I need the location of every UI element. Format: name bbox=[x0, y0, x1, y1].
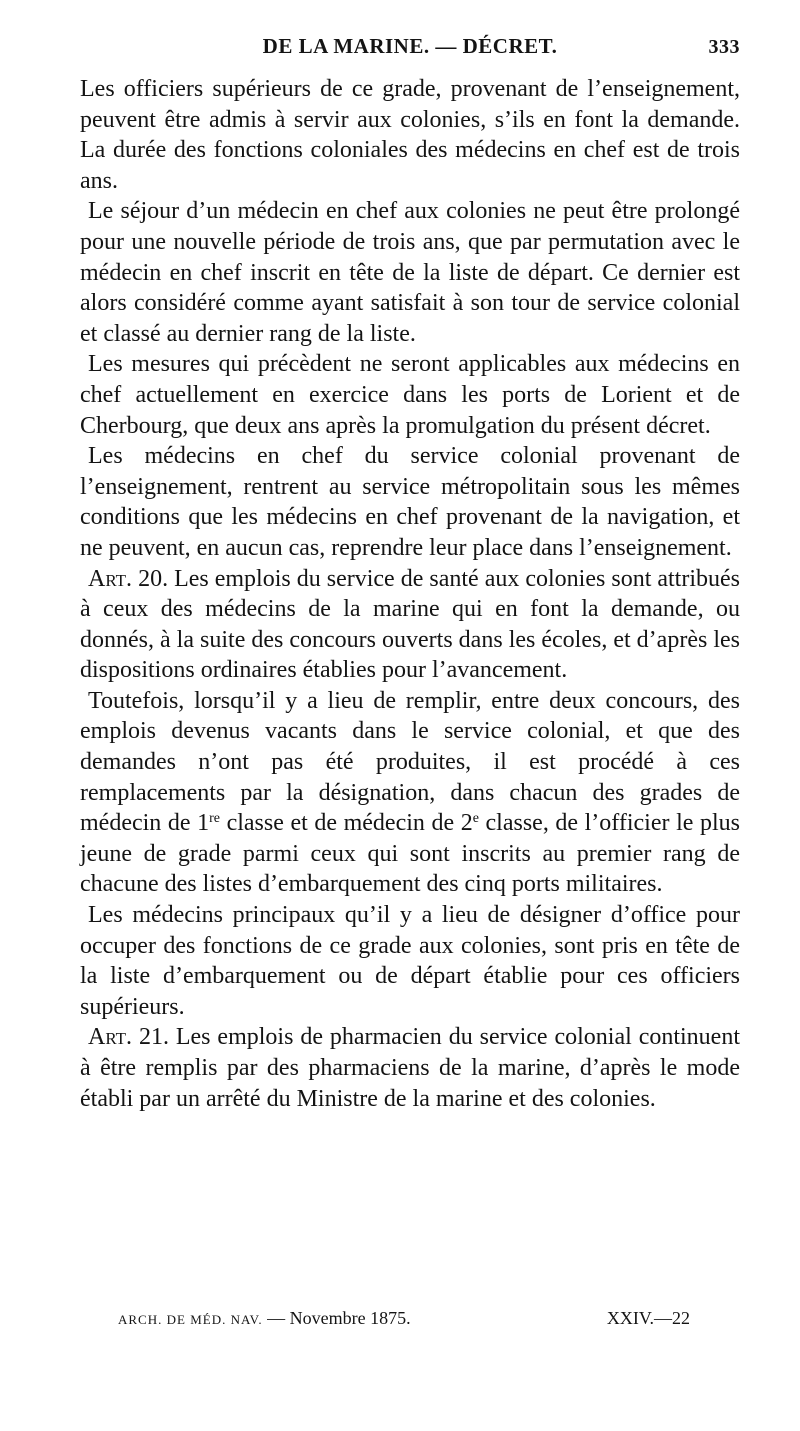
article-21-text: Les emplois de pharmacien du service colonial continuent à être remplis par des pharmaciens de la marine, d’après le mode établi par un arrêté du Ministre de la marine et des colonies. bbox=[80, 1024, 741, 1112]
paragraph-medecins-principaux: Les médecins principaux qu’il y a lieu de désigner d’office pour occuper des fonctions de ce grade aux colonies, sont pris en tête de la liste d’embarquement ou de départ établie pour ces officiers supérieurs. bbox=[80, 902, 740, 1020]
paragraph-mesures: Les mesures qui précèdent ne seront applicables aux médecins en chef actuellement en exercice dans les ports de Lorient et de Cherbourg, que deux ans après la promulgation du présent décret. bbox=[80, 351, 740, 439]
article-20 bbox=[80, 564, 740, 686]
body-text bbox=[80, 74, 740, 1114]
article-20-text: Les emplois du service de santé aux colonies sont attribués à ceux des médecins de la marine qui en font la demande, ou donnés, à la suite des concours ouverts dans les écoles, et d’après les dispositions ordinaires établies pour l’avancement. bbox=[80, 565, 741, 684]
footer-date: — Novembre 1875. bbox=[267, 1308, 411, 1328]
toutefois-text-a: Toutefois, lorsqu’il y a lieu de remplir, entre deux concours, des emplois devenus vacants dans le service colonial, et que des demandes n’ont pas été produites, il est procédé à ces remplacements par la désignation, dans chacun des grades de médecin de 1 bbox=[80, 687, 740, 837]
article-21-number: 21. bbox=[138, 1024, 169, 1051]
page-footer bbox=[118, 1308, 690, 1332]
footer-journal: ARCH. DE MÉD. NAV. bbox=[118, 1312, 263, 1327]
article-21 bbox=[80, 1022, 740, 1114]
page-number: 333 bbox=[708, 36, 740, 58]
footer-sheet-signature: XXIV.—22 bbox=[606, 1308, 690, 1328]
running-header bbox=[80, 34, 740, 62]
toutefois-text-b: classe et de médecin de 2 bbox=[220, 810, 473, 837]
footer-citation bbox=[118, 1308, 411, 1329]
toutefois-text-c: classe, de l’officier le plus jeune de grade parmi ceux qui sont inscrits au premier rang de chacune des listes d’embarquement des cinq ports militaires. bbox=[80, 810, 740, 898]
paragraph-medecins-en-chef: Les médecins en chef du service colonial provenant de l’enseignement, rentrent au service métropolitain sous les mêmes conditions que les médecins en chef provenant de la navigation, et ne peuvent, en aucun cas, reprendre leur place dans l’enseignement. bbox=[80, 443, 740, 561]
article-20-label: Art. bbox=[88, 565, 133, 592]
article-20-number: 20. bbox=[138, 565, 169, 592]
running-title: DE LA MARINE. — DÉCRET. bbox=[262, 34, 558, 58]
superscript-re: re bbox=[209, 811, 220, 827]
article-21-label: Art. bbox=[88, 1024, 133, 1051]
superscript-e: e bbox=[472, 811, 479, 827]
paragraph-sejour: Le séjour d’un médecin en chef aux colonies ne peut être prolongé pour une nouvelle période de trois ans, que par permutation avec le médecin en chef inscrit en tête de la liste de départ. Ce dernier est alors considéré comme ayant satisfait à son tour de service colonial et classé au dernier rang de la liste. bbox=[80, 198, 740, 347]
paragraph-toutefois bbox=[80, 686, 740, 900]
paragraph-officers: Les officiers supérieurs de ce grade, provenant de l’enseignement, peuvent être admis à servir aux colonies, s’ils en font la demande. La durée des fonctions coloniales des médecins en chef est de trois ans. bbox=[80, 76, 740, 194]
